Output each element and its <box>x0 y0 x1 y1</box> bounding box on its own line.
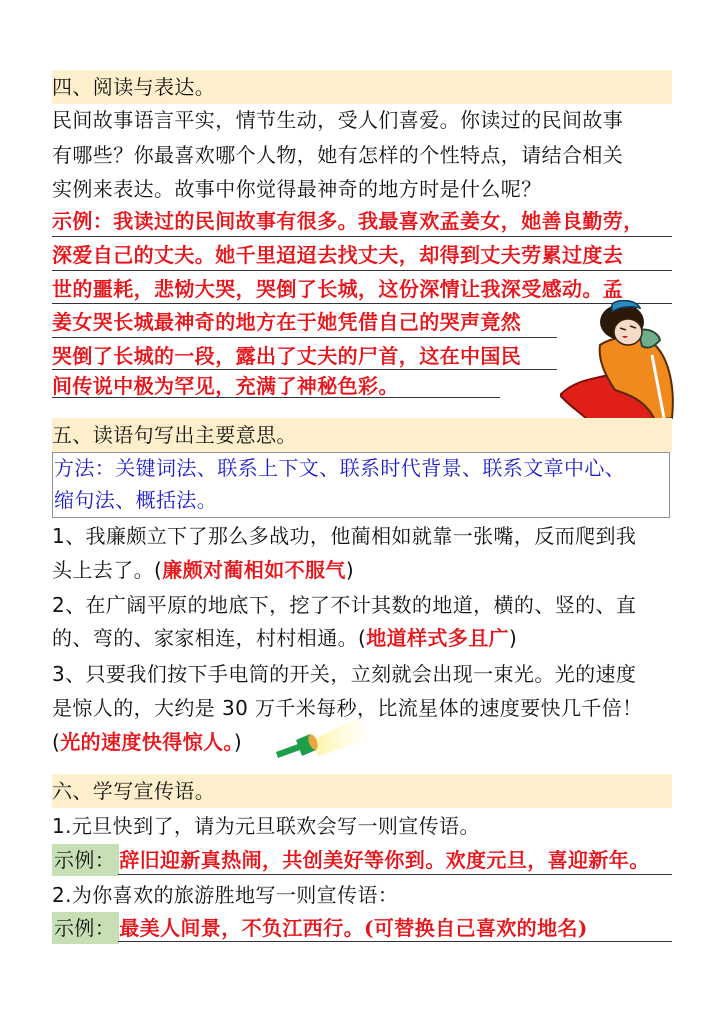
answer-underline <box>52 236 672 237</box>
item3-line <box>52 726 242 758</box>
item3-answer: 光的速度快得惊人。 <box>60 730 234 754</box>
example2-answer: 最美人间景，不负江西行。(可替换自己喜欢的地名) <box>119 916 588 940</box>
section4-prompt-line: 实例来表达。故事中你觉得最神奇的地方时是什么呢？ <box>52 177 542 201</box>
section4-answer-line: 示例：我读过的民间故事有很多。我最喜欢孟姜女，她善良勤劳， <box>52 209 644 233</box>
example1-answer: 辞旧迎新真热闹，共创美好等你到。欢度元旦，喜迎新年。 <box>119 848 650 872</box>
section4-answer-line: 间传说中极为罕见，充满了神秘色彩。 <box>52 374 399 398</box>
section4-answer-line: 世的噩耗，悲恸大哭，哭倒了长城，这份深情让我深受感动。孟 <box>52 277 624 301</box>
example-label: 示例： <box>52 844 119 876</box>
question2: 2.为你喜欢的旅游胜地写一则宣传语： <box>52 883 399 907</box>
item2-answer: 地道样式多且广 <box>366 626 510 650</box>
item2-text: 的、弯的、家家相连，村村相通。( <box>52 626 367 650</box>
item3-close: ) <box>233 730 243 754</box>
section4-prompt-line: 有哪些？你最喜欢哪个人物，她有怎样的个性特点，请结合相关 <box>52 143 624 167</box>
item1-line <box>52 554 354 586</box>
answer-underline <box>118 941 672 942</box>
answer-underline <box>52 397 500 398</box>
item1-line: 1、我廉颇立下了那么多战功，他蔺相如就靠一张嘴，反而爬到我 <box>52 524 637 548</box>
item2-line <box>52 622 517 654</box>
weeping-woman-illustration <box>560 300 685 425</box>
method-line: 方法：关键词法、联系上下文、联系时代背景、联系文章中心、 <box>54 456 626 480</box>
section4-answer-line: 深爱自己的丈夫。她千里迢迢去找丈夫，却得到丈夫劳累过度去 <box>52 243 624 267</box>
section4-answer-line: 哭倒了长城的一段，露出了丈夫的尸首，这在中国民 <box>52 344 522 368</box>
section5-heading: 五、读语句写出主要意思。 <box>52 423 297 447</box>
question1: 1.元旦快到了，请为元旦联欢会写一则宣传语。 <box>52 814 480 838</box>
section4-heading: 四、阅读与表达。 <box>52 75 216 99</box>
item3-line: 3、只要我们按下手电筒的开关，立刻就会出现一束光。光的速度 <box>52 662 637 686</box>
answer-underline <box>118 874 672 875</box>
item3-line: 是惊人的，大约是 30 万千米每秒，比流星体的速度要快几千倍！ <box>52 696 643 720</box>
flashlight-illustration <box>270 712 370 767</box>
section4-answer-line: 姜女哭长城最神奇的地方在于她凭借自己的哭声竟然 <box>52 310 522 334</box>
method-line: 缩句法、概括法。 <box>54 488 218 512</box>
section6-heading: 六、学写宣传语。 <box>52 779 216 803</box>
section4-prompt-line: 民间故事语言平实，情节生动，受人们喜爱。你读过的民间故事 <box>52 108 624 132</box>
item3-text: ( <box>52 730 61 754</box>
item2-close: ) <box>509 626 518 650</box>
example2-line <box>52 912 588 944</box>
example-label: 示例： <box>52 912 119 944</box>
answer-underline <box>52 337 557 338</box>
item1-close: ) <box>345 558 355 582</box>
item1-text: 头上去了。( <box>52 558 163 582</box>
answer-underline <box>52 270 672 271</box>
example1-line <box>52 844 650 876</box>
item2-line: 2、在广阔平原的地底下，挖了不计其数的地道，横的、竖的、直 <box>52 593 637 617</box>
item1-answer: 廉颇对蔺相如不服气 <box>162 558 346 582</box>
